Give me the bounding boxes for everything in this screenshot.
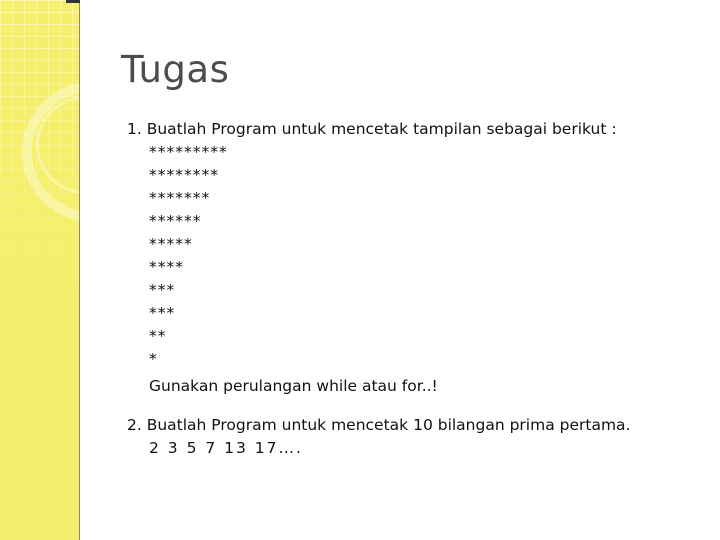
task-2-label: 2. Buatlah Program untuk mencetak 10 bilangan prima pertama. [127, 416, 631, 434]
star-row: ********* [149, 143, 228, 161]
star-row: *** [149, 281, 176, 299]
task-1-note: Gunakan perulangan while atau for..! [149, 377, 438, 395]
decorative-side-band [0, 0, 80, 540]
slide-content [127, 118, 630, 460]
top-tab-marker [66, 0, 80, 3]
slide-title: Tugas [121, 48, 230, 91]
prime-example: 2 3 5 7 13 17…. [149, 439, 303, 457]
star-row: *** [149, 304, 176, 322]
star-row: **** [149, 258, 184, 276]
star-row: ******* [149, 189, 211, 207]
star-row: ******** [149, 166, 219, 184]
task-1-label: 1. Buatlah Program untuk mencetak tampilan sebagai berikut : [127, 120, 617, 138]
star-row: ****** [149, 212, 202, 230]
star-pattern [127, 141, 630, 398]
star-row: ** [149, 327, 167, 345]
star-row: ***** [149, 235, 193, 253]
star-row: * [149, 350, 158, 368]
